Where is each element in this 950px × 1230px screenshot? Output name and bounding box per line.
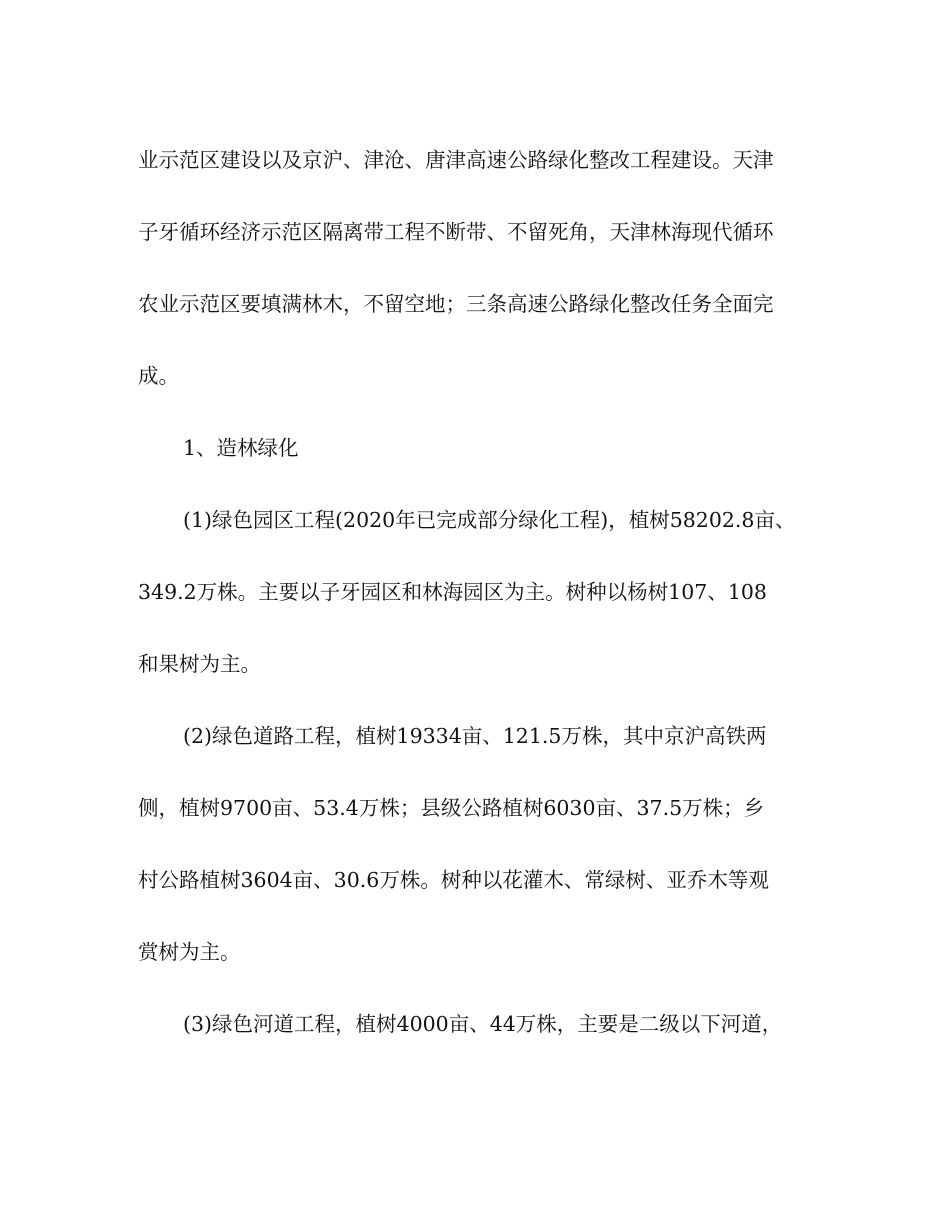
paragraph-line: 村公路植树3604亩、30.6万株。树种以花灌木、常绿树、亚乔木等观 <box>138 868 769 892</box>
paragraph-line: 和果树为主。 <box>138 652 261 676</box>
paragraph-line: 农业示范区要填满林木，不留空地；三条高速公路绿化整改任务全面完 <box>138 292 774 316</box>
paragraph-line: 349.2万株。主要以子牙园区和林海园区为主。树种以杨树107、108 <box>138 580 767 604</box>
paragraph-line: (2)绿色道路工程，植树19334亩、121.5万株，其中京沪高铁两 <box>183 724 767 748</box>
paragraph-line: (1)绿色园区工程(2020年已完成部分绿化工程)，植树58202.8亩、 <box>183 508 796 532</box>
section-heading: 1、造林绿化 <box>183 436 299 460</box>
paragraph-line: 成。 <box>138 364 179 388</box>
paragraph-line: 侧，植树9700亩、53.4万株；县级公路植树6030亩、37.5万株；乡 <box>138 796 765 820</box>
paragraph-line: 赏树为主。 <box>138 940 241 964</box>
paragraph-line: 业示范区建设以及京沪、津沧、唐津高速公路绿化整改工程建设。天津 <box>138 148 774 172</box>
paragraph-line: (3)绿色河道工程，植树4000亩、44万株，主要是二级以下河道， <box>183 1012 783 1036</box>
paragraph-line: 子牙循环经济示范区隔离带工程不断带、不留死角，天津林海现代循环 <box>138 220 774 244</box>
